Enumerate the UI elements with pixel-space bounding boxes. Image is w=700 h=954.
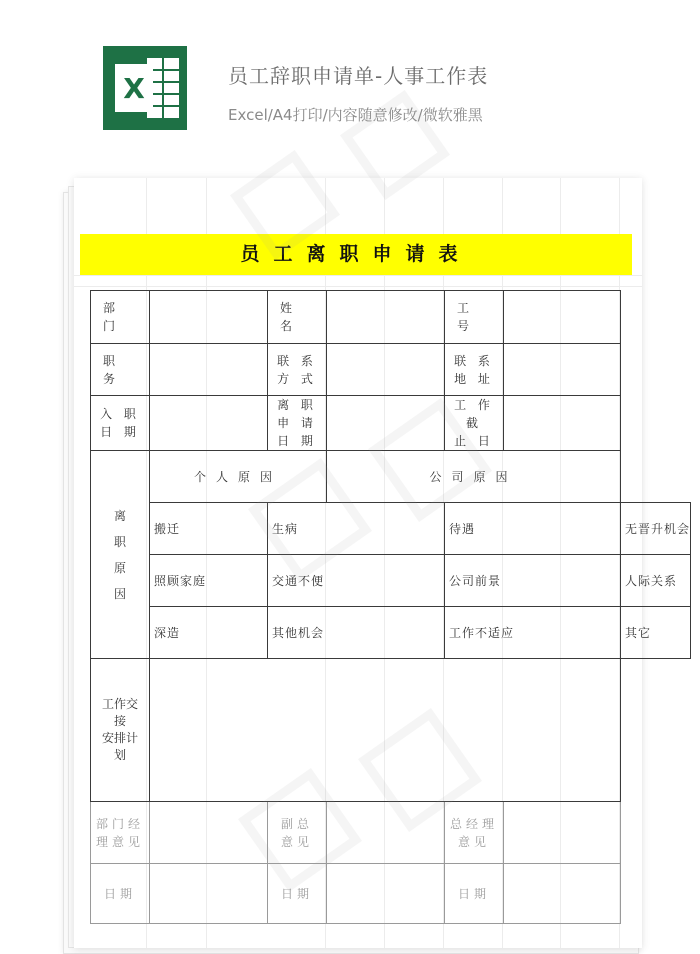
date-label: 日期 bbox=[445, 864, 504, 924]
dept-manager-opinion-label: 部门经 理意见 bbox=[91, 802, 150, 864]
date-label: 日期 bbox=[268, 864, 327, 924]
resignation-form bbox=[90, 290, 691, 924]
employee-id-field[interactable] bbox=[504, 291, 621, 344]
date-field[interactable] bbox=[327, 864, 445, 924]
date-label: 日期 bbox=[91, 864, 150, 924]
dept-field[interactable] bbox=[150, 291, 268, 344]
personal-reasons-header: 个人原因 bbox=[150, 451, 327, 503]
reason-option[interactable]: 交通不便 bbox=[268, 555, 445, 607]
gm-opinion-field[interactable] bbox=[504, 802, 621, 864]
apply-date-field[interactable] bbox=[327, 396, 445, 451]
reason-label: 离 职 原 因 bbox=[91, 451, 150, 659]
end-date-label: 工 作 截 止 日 bbox=[445, 396, 504, 451]
reason-option[interactable]: 人际关系 bbox=[621, 555, 691, 607]
position-label: 职 务 bbox=[91, 344, 150, 396]
excel-icon bbox=[103, 46, 187, 130]
company-reasons-header: 公司原因 bbox=[327, 451, 621, 503]
contact-address-label: 联 系 地 址 bbox=[445, 344, 504, 396]
dept-label: 部 门 bbox=[91, 291, 150, 344]
employee-id-label: 工 号 bbox=[445, 291, 504, 344]
reason-option[interactable]: 待遇 bbox=[445, 503, 621, 555]
deputy-gm-opinion-field[interactable] bbox=[327, 802, 445, 864]
reason-option[interactable]: 无晋升机会 bbox=[621, 503, 691, 555]
handover-field[interactable] bbox=[150, 659, 621, 802]
reason-option[interactable]: 搬迁 bbox=[150, 503, 268, 555]
reason-option[interactable]: 照顾家庭 bbox=[150, 555, 268, 607]
handover-label: 工作交 接 安排计 划 bbox=[91, 659, 150, 802]
reason-option[interactable]: 其它 bbox=[621, 607, 691, 659]
position-field[interactable] bbox=[150, 344, 268, 396]
document-subtitle: Excel/A4打印/内容随意修改/微软雅黑 bbox=[228, 106, 483, 124]
contact-address-field[interactable] bbox=[504, 344, 621, 396]
logo-letter: X bbox=[123, 72, 145, 105]
join-date-field[interactable] bbox=[150, 396, 268, 451]
dept-manager-opinion-field[interactable] bbox=[150, 802, 268, 864]
deputy-gm-opinion-label: 副总 意见 bbox=[268, 802, 327, 864]
reason-option[interactable]: 其他机会 bbox=[268, 607, 445, 659]
apply-date-label: 离 职 申 请 日 期 bbox=[268, 396, 327, 451]
grid-line bbox=[74, 286, 642, 287]
gm-opinion-label: 总经理 意见 bbox=[445, 802, 504, 864]
grid-line bbox=[74, 275, 642, 276]
name-label: 姓 名 bbox=[268, 291, 327, 344]
form-title: 员工离职申请表 bbox=[240, 243, 472, 265]
document-title: 员工辞职申请单-人事工作表 bbox=[228, 64, 489, 88]
end-date-field[interactable] bbox=[504, 396, 621, 451]
reason-option[interactable]: 深造 bbox=[150, 607, 268, 659]
contact-method-label: 联 系 方 式 bbox=[268, 344, 327, 396]
name-field[interactable] bbox=[327, 291, 445, 344]
contact-method-field[interactable] bbox=[327, 344, 445, 396]
reason-option[interactable]: 工作不适应 bbox=[445, 607, 621, 659]
date-field[interactable] bbox=[150, 864, 268, 924]
join-date-label: 入 职 日 期 bbox=[91, 396, 150, 451]
reason-option[interactable]: 公司前景 bbox=[445, 555, 621, 607]
reason-option[interactable]: 生病 bbox=[268, 503, 445, 555]
date-field[interactable] bbox=[504, 864, 621, 924]
